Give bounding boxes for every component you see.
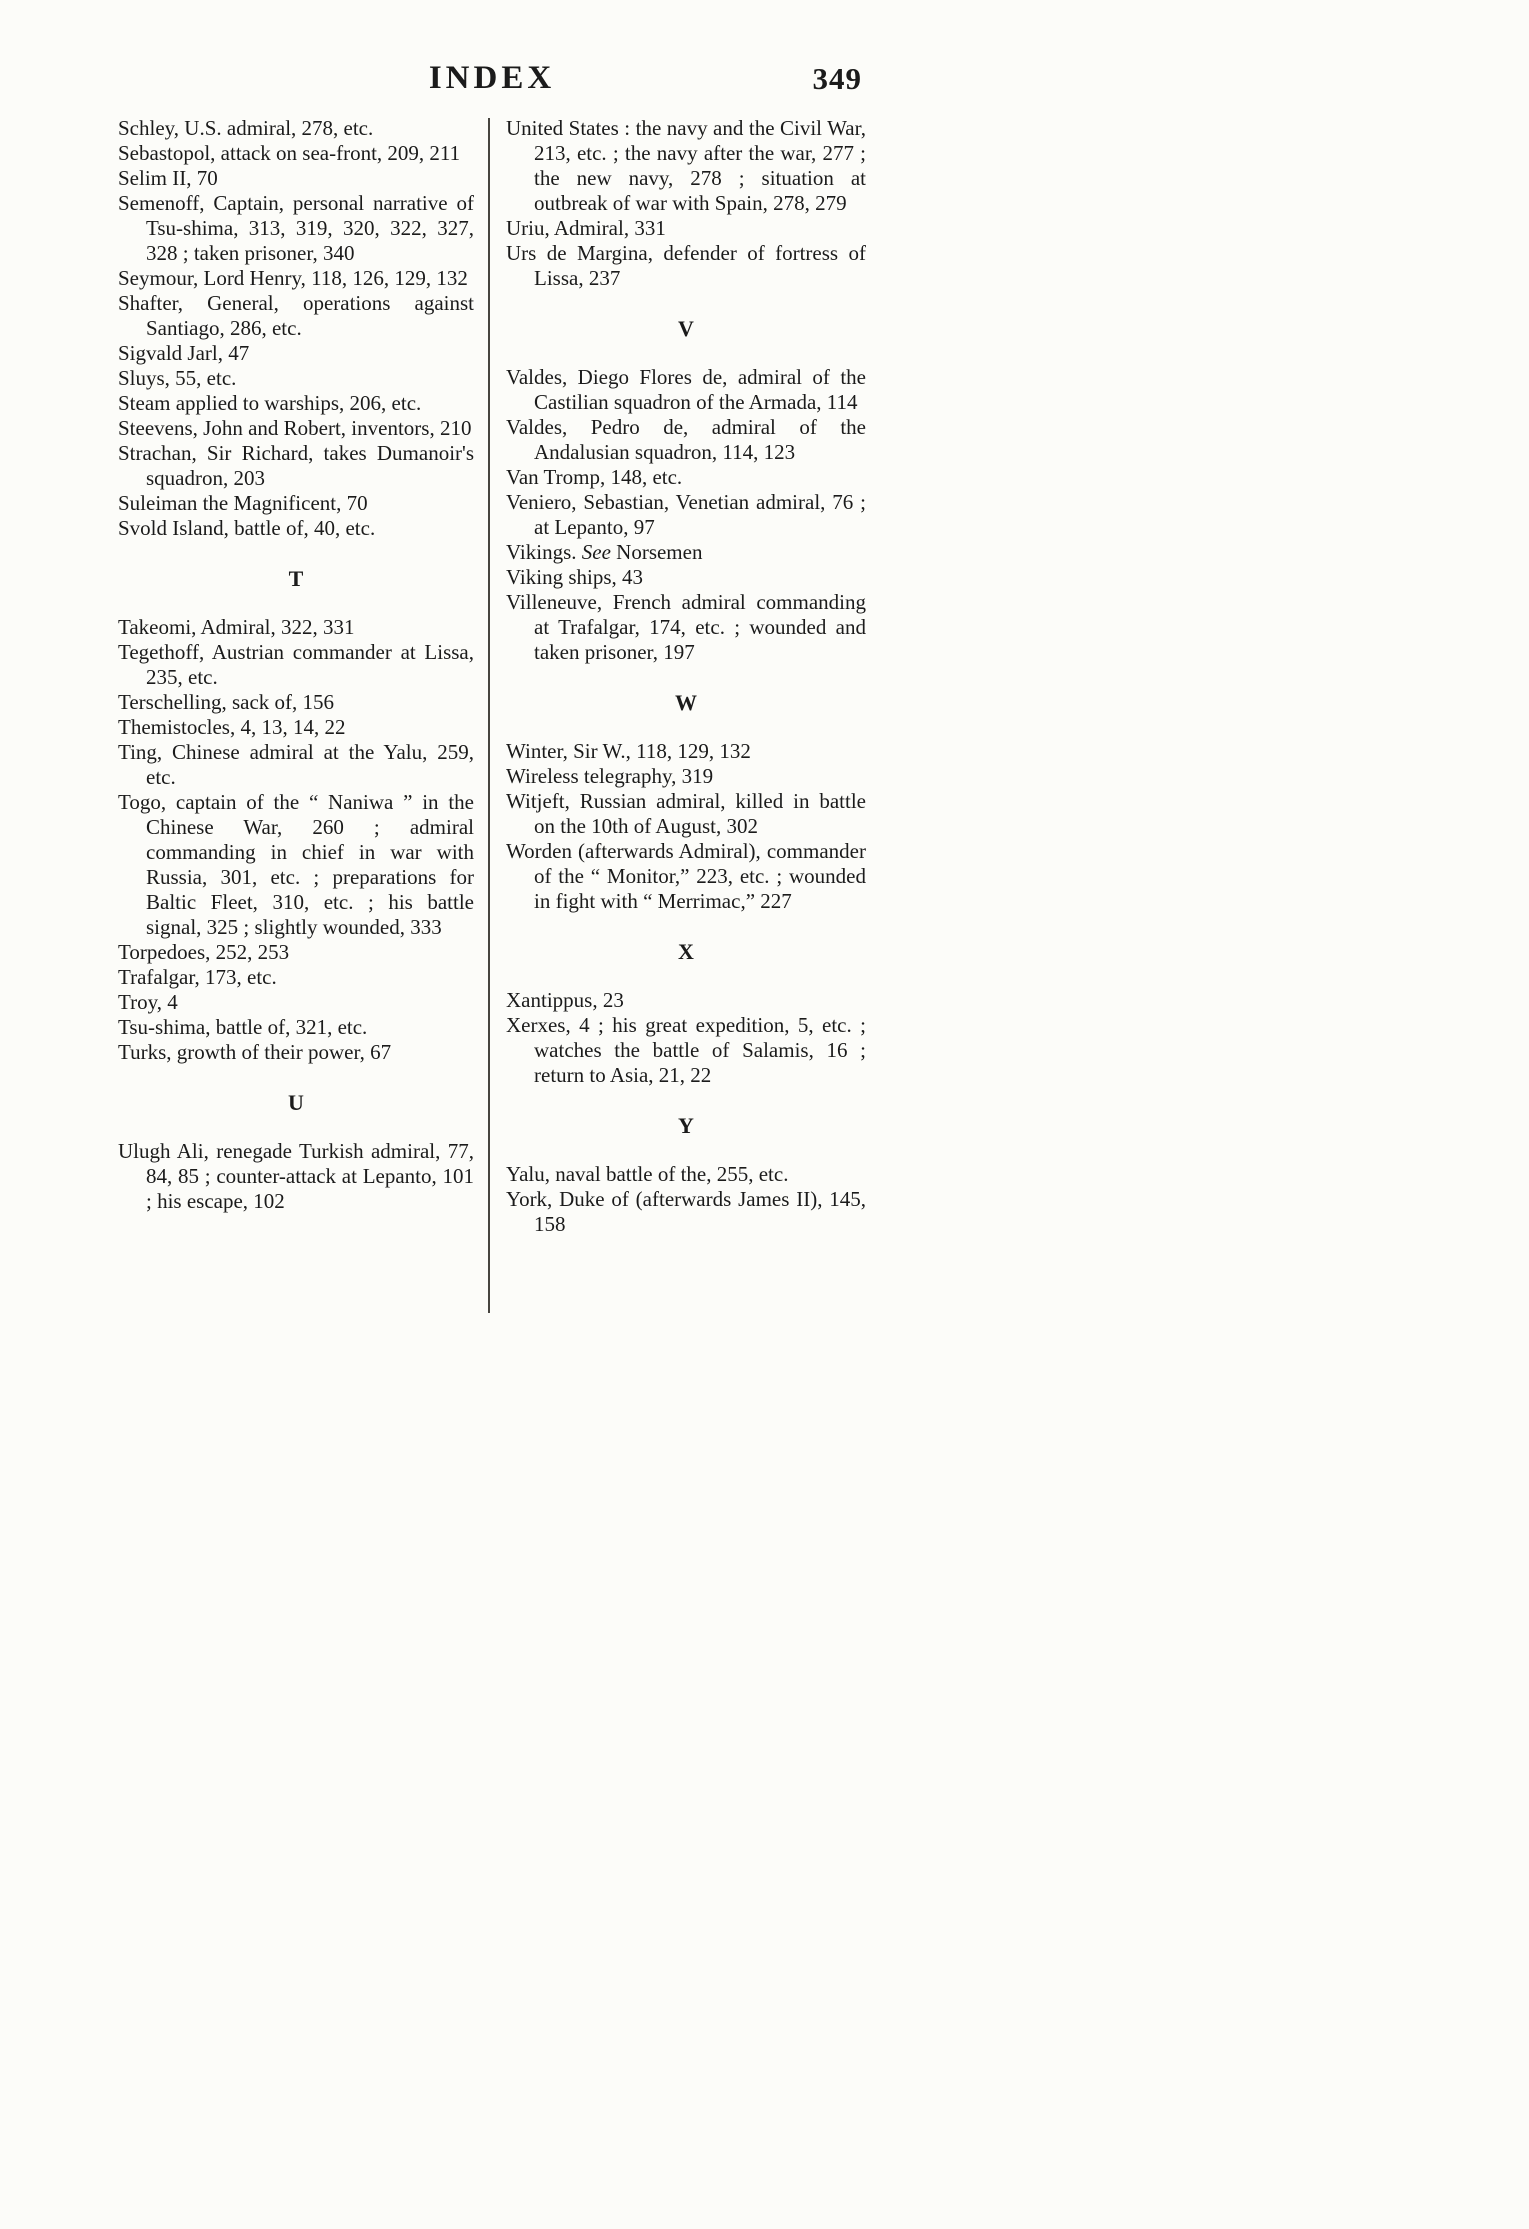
index-entry: York, Duke of (afterwards James II), 145, 158 (506, 1187, 866, 1236)
index-entry: Witjeft, Russian admiral, killed in battle on the 10th of August, 302 (506, 789, 866, 838)
section-header-w: W (675, 690, 697, 715)
index-entry: Steevens, John and Robert, inventors, 210 (118, 416, 472, 440)
column-divider (488, 118, 490, 1313)
index-entry: Torpedoes, 252, 253 (118, 940, 290, 964)
index-entry: Valdes, Pedro de, admiral of the Andalusian squadron, 114, 123 (506, 415, 866, 464)
index-entry: Themistocles, 4, 13, 14, 22 (118, 715, 346, 739)
index-entry: Ulugh Ali, renegade Turkish admiral, 77, 84, 85 ; counter-attack at Lepanto, 101 ; his escape, 102 (118, 1139, 474, 1213)
section-header-y: Y (678, 1113, 694, 1138)
index-entry: Trafalgar, 173, etc. (118, 965, 277, 989)
index-entry: Valdes, Diego Flores de, admiral of the Castilian squadron of the Armada, 114 (506, 365, 866, 414)
section-header-v: V (678, 316, 694, 341)
index-entry: Seymour, Lord Henry, 118, 126, 129, 132 (118, 266, 468, 290)
index-entry: Worden (afterwards Admiral), commander of the “ Monitor,” 223, etc. ; wounded in fight with “ Merrimac,” 227 (506, 839, 866, 913)
index-entry: Sebastopol, attack on sea-front, 209, 211 (118, 141, 461, 165)
index-entry: Schley, U.S. admiral, 278, etc. (118, 116, 374, 140)
index-entry: Urs de Margina, defender of fortress of Lissa, 237 (506, 241, 866, 290)
page-header (118, 60, 866, 106)
index-entry: Yalu, naval battle of the, 255, etc. (506, 1162, 789, 1186)
section-header-t: T (288, 566, 304, 591)
index-entry: Shafter, General, operations against Santiago, 286, etc. (118, 291, 474, 340)
index-entry: Xantippus, 23 (506, 988, 624, 1012)
index-entry: Tegethoff, Austrian commander at Lissa, 235, etc. (118, 640, 474, 689)
index-entry: Ting, Chinese admiral at the Yalu, 259, etc. (118, 740, 474, 789)
index-entry: Strachan, Sir Richard, takes Dumanoir's squadron, 203 (118, 441, 474, 490)
index-entry: Takeomi, Admiral, 322, 331 (118, 615, 355, 639)
index-entry: Villeneuve, French admiral commanding at Trafalgar, 174, etc. ; wounded and taken prisoner, 197 (506, 590, 866, 664)
index-entry: Steam applied to warships, 206, etc. (118, 391, 422, 415)
index-entry: Togo, captain of the “ Naniwa ” in the Chinese War, 260 ; admiral commanding in chief in war with Russia, 301, etc. ; preparations for Baltic Fleet, 310, etc. ; his battle signal, 325 ; slightly wounded, 333 (118, 790, 474, 939)
index-entry: Veniero, Sebastian, Venetian admiral, 76 ; at Lepanto, 97 (506, 490, 866, 539)
section-header-x: X (678, 939, 694, 964)
index-entry: Troy, 4 (118, 990, 178, 1014)
index-entry: Selim II, 70 (118, 166, 218, 190)
index-entry: Uriu, Admiral, 331 (506, 216, 666, 240)
index-entry: Vikings. See Norsemen (506, 540, 703, 564)
section-header-u: U (288, 1090, 304, 1115)
index-entry: Xerxes, 4 ; his great expedition, 5, etc. ; watches the battle of Salamis, 16 ; return to Asia, 21, 22 (506, 1013, 866, 1087)
index-entry: Terschelling, sack of, 156 (118, 690, 335, 714)
page-number: 349 (812, 61, 862, 96)
index-left-column (118, 116, 474, 1214)
index-entry: Wireless telegraphy, 319 (506, 764, 714, 788)
index-entry: Winter, Sir W., 118, 129, 132 (506, 739, 751, 763)
index-entry: United States : the navy and the Civil War, 213, etc. ; the navy after the war, 277 ; the new navy, 278 ; situation at outbreak of war with Spain, 278, 279 (506, 116, 866, 215)
index-entry: Tsu-shima, battle of, 321, etc. (118, 1015, 368, 1039)
index-entry: Suleiman the Magnificent, 70 (118, 491, 368, 515)
index-entry: Svold Island, battle of, 40, etc. (118, 516, 376, 540)
index-entry: Viking ships, 43 (506, 565, 644, 589)
index-entry: Turks, growth of their power, 67 (118, 1040, 392, 1064)
index-right-column (506, 116, 866, 1237)
index-entry: Semenoff, Captain, personal narrative of Tsu-shima, 313, 319, 320, 322, 327, 328 ; taken prisoner, 340 (118, 191, 474, 265)
index-entry: Van Tromp, 148, etc. (506, 465, 683, 489)
index-entry: Sluys, 55, etc. (118, 366, 237, 390)
page-title: INDEX (428, 60, 556, 96)
index-entry: Sigvald Jarl, 47 (118, 341, 250, 365)
